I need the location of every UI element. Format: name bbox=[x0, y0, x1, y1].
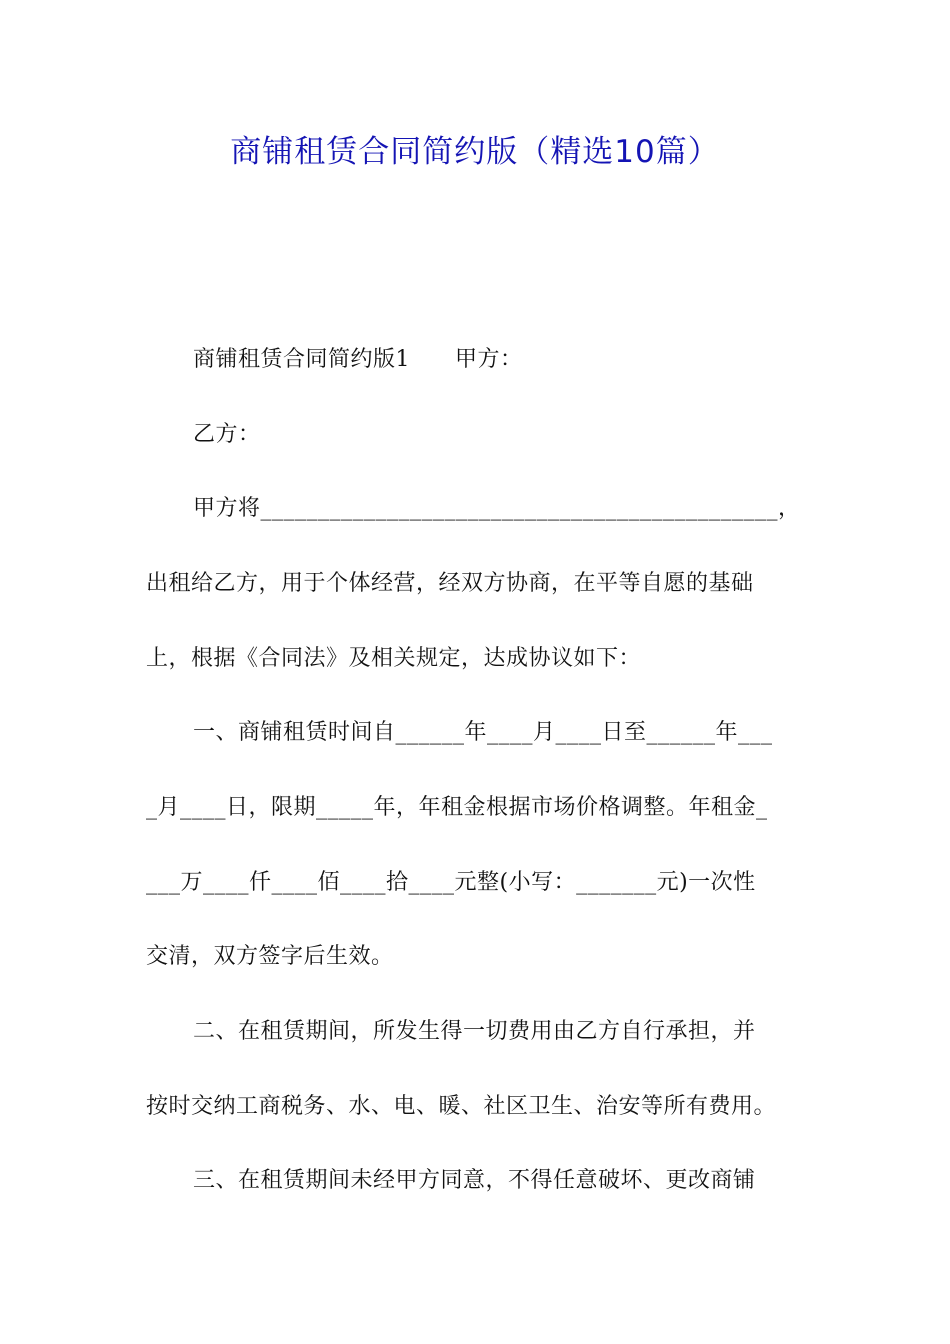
document-title: 商铺租赁合同简约版（精选10篇） bbox=[230, 134, 720, 170]
clause-2-line: 按时交纳工商税务、水、电、暖、社区卫生、治安等所有费用。 bbox=[146, 1094, 777, 1119]
party-b-line: 乙方： bbox=[193, 422, 261, 447]
clause-1-line: 交清，双方签字后生效。 bbox=[146, 944, 394, 969]
clause-3-line: 三、在租赁期间未经甲方同意，不得任意破坏、更改商铺 bbox=[193, 1168, 756, 1193]
clause-1-line: _月____日，限期_____年，年租金根据市场价格调整。年租金_ bbox=[146, 795, 768, 820]
paragraph-line: 出租给乙方，用于个体经营，经双方协商，在平等自愿的基础 bbox=[146, 571, 754, 596]
contract-heading-line: 商铺租赁合同简约版1 甲方： bbox=[193, 347, 523, 372]
paragraph-line: 上，根据《合同法》及相关规定，达成协议如下： bbox=[146, 646, 642, 671]
clause-1-line: 一、商铺租赁时间自______年____月____日至______年___ bbox=[193, 720, 773, 745]
clause-1-line: ___万____仟____佰____拾____元整(小写：_______元)一次性 bbox=[146, 870, 756, 895]
clause-2-line: 二、在租赁期间，所发生得一切费用由乙方自行承担，并 bbox=[193, 1019, 756, 1044]
paragraph-line: 甲方将_____________________________________________， bbox=[193, 496, 801, 521]
